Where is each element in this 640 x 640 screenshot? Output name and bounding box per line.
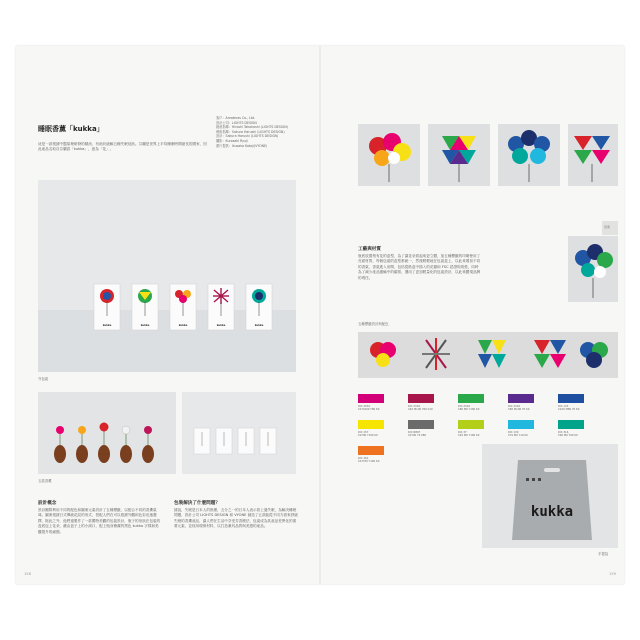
bottles-illustration [38, 392, 176, 474]
page-number-left: 158 [24, 572, 31, 576]
swatch-label: DIC 37 C20 M0 Y100 K0 [458, 431, 480, 438]
boxes-illustration [182, 392, 296, 474]
label-art-5 [568, 236, 618, 302]
credit-line: 創意指導：Hiroshi Takahashi (LIGHTS DESIGN) [216, 125, 288, 130]
package-3 [170, 284, 196, 330]
svg-text:kukka: kukka [254, 323, 264, 327]
swatch-label: DIC 143 C100 M80 Y0 K0 [558, 405, 580, 412]
credit-line: 客戶：Amateras Co., Ltd. [216, 116, 256, 120]
label-scheme-4 [534, 340, 566, 368]
tote-bag-caption: 手提袋 [598, 552, 609, 556]
bottles-photo [38, 392, 176, 474]
swatch-5 [558, 394, 584, 403]
credit-line: 設計：Sakura Harushi (LIGHTS DESIGN) [216, 134, 279, 139]
left-page [16, 46, 320, 584]
swatch-label: DIC 161 C0 M70 Y100 K0 [358, 457, 380, 464]
section-tab-label: 香薰 [604, 225, 611, 229]
swatch-4 [508, 394, 534, 403]
swatch-10 [558, 420, 584, 429]
tote-bag-illustration [482, 444, 618, 548]
swatch-9 [508, 420, 534, 429]
tote-bag-photo [482, 444, 618, 548]
swatch-label: DIC 2316 C80 M0 Y100 K0 [458, 405, 480, 412]
label-art-1 [358, 124, 420, 186]
swatch-2 [408, 394, 434, 403]
product-lineup-photo [38, 180, 296, 372]
label-art-3 [498, 124, 560, 186]
label-scheme-3 [478, 340, 506, 368]
package-5 [246, 284, 272, 330]
credit-line: 設計公司：LIGHTS DESIGN [216, 120, 257, 125]
swatch-label: DIC N897 C0 M0 Y0 K80 [408, 431, 427, 438]
section-tab [602, 221, 618, 235]
package-4 [208, 284, 234, 330]
problem-text: 據說，失眠是日本人的困擾，五分之一的日本人表示曾上過失眠，為解決睡眠問題，設計公司 LIGHTS DESIGN 和 VYONE 創造了五款能從不同方面來舒緩失眠的香薰產品，讓人們在生活中享受芳香療法，包裝成為其產品差異化的重要元素，並採用環保材料，以打造兼具品質與美感的產品。 [174, 508, 298, 529]
label-art-4 [568, 124, 618, 186]
design-concept-text: 設計團隊利用不同的配色和圖案元素設計了五種標籤，以配合不同的香薰氣味。圖案根據日式傳統花紋的形式，搭配人們在可以根據外觀和色彩迅速選擇，除此之外，他們還製作了一款獨特美觀的包裝設計，瓶子的形狀在包裝的盒底包上花朵，藉由盒子上的小洞口，配上瓶身簡潔的黑色 kukka 字樣和美觀提升的細節。 [38, 508, 161, 534]
label-scheme-caption: 五種標籤設計與配色 [358, 322, 389, 326]
package-2 [132, 284, 158, 330]
intro-text: 這是一款根據中醫原理研發的精油，有助於緩解五種失眠症狀。芬蘭是世界上平均睡眠時間最長的國家，因此產品名取自芬蘭語「kukka」，意為「花」。 [38, 142, 207, 152]
craft-text: 瓶底放置刻有花的盒型，為了讓花朵看起來更立體，加五種標籤的印刷使用了亮面材質，每個包裝的盒型都統一，然後輕輕地在包裝盒上，以此來增加不同的香氣，香氣進入房間，包括從紙盒中插入的花瓣和 FSC 認證的紙張，同時為了減少產品運輸中的碳排，選用了更加輕量化的包裝設計，以此來體現品牌的責任。 [358, 254, 481, 280]
swatch-11 [358, 446, 384, 455]
flower-stripes-icon [568, 124, 618, 186]
credit-line: 照片提供：Ikusaka Kotoji(VYONE) [216, 143, 268, 148]
flower-circles-icon [358, 124, 420, 186]
swatch-label: DIC 2032 C0 M100 Y80 K0 [358, 405, 380, 412]
credit-line: 藝術指導：Sakura Harushi (LIGHTS DESIGN) [216, 129, 285, 134]
credits-block [216, 116, 291, 148]
label-scheme-1 [370, 342, 396, 367]
five-labels-illustration [358, 332, 618, 378]
article-title: 睡眠香薰「kukka」 [38, 125, 104, 133]
flower-scallops-icon [498, 124, 560, 186]
page-number-right: 159 [609, 572, 616, 576]
swatch-label: DIC 316 C90 M0 Y60 K0 [558, 431, 578, 438]
package-1 [94, 284, 120, 330]
label-scheme-5 [580, 342, 608, 368]
swatch-3 [458, 394, 484, 403]
svg-text:kukka: kukka [140, 323, 150, 327]
product-lineup-illustration [38, 180, 296, 372]
swatch-1 [358, 394, 384, 403]
swatch-label: DIC 157 C0 M0 Y100 K0 [358, 431, 378, 438]
right-page [320, 46, 624, 584]
photo-caption-packaging: 外包裝 [38, 377, 49, 381]
boxes-photo [182, 392, 296, 474]
craft-heading: 工藝與材質 [358, 247, 381, 252]
problem-heading: 包裝解決了什麼問題？ [174, 501, 220, 506]
book-spread [16, 46, 624, 584]
design-concept-heading: 設計概念 [38, 501, 57, 506]
svg-text:kukka: kukka [178, 323, 188, 327]
label-art-2 [428, 124, 490, 186]
svg-text:kukka: kukka [216, 323, 226, 327]
flower-arcs-icon [568, 236, 618, 302]
swatch-label: DIC 2316 C80 M100 Y0 K0 [508, 405, 530, 412]
svg-text:kukka: kukka [102, 323, 112, 327]
swatch-label: DIC 2316 C40 M100 Y60 K10 [408, 405, 433, 412]
tote-bag-logo: kukka [530, 504, 574, 520]
label-scheme-2 [422, 338, 450, 370]
swatch-label: DIC 130 C70 M0 Y10 K0 [508, 431, 528, 438]
swatch-7 [408, 420, 434, 429]
label-scheme-strip [358, 332, 618, 378]
flower-triangles-icon [428, 124, 490, 186]
swatch-6 [358, 420, 384, 429]
credit-line: 攝影：Kurosaki Ryuji [216, 138, 248, 143]
swatch-8 [458, 420, 484, 429]
photo-caption-five-scents: 五款香薰 [38, 479, 52, 483]
